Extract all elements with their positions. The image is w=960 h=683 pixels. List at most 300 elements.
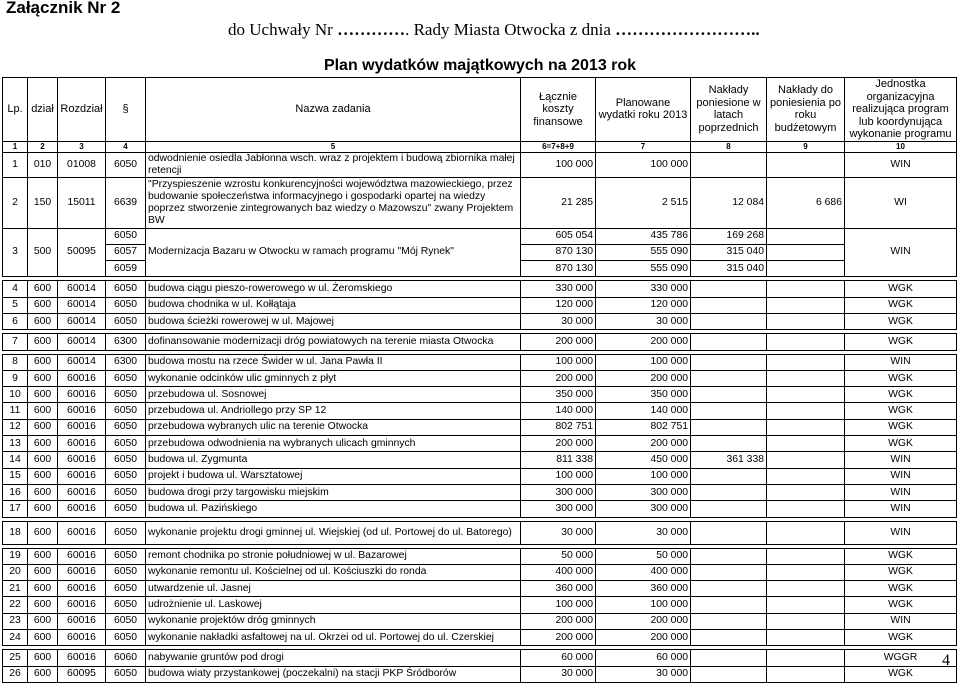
dzial-cell: 600 xyxy=(28,436,58,452)
previous-cell xyxy=(691,281,767,297)
future-cell: 6 686 xyxy=(767,177,845,228)
planned-cell: 100 000 xyxy=(596,597,691,613)
lp-cell: 4 xyxy=(3,281,28,297)
previous-cell xyxy=(691,650,767,666)
future-cell xyxy=(767,484,845,500)
name-cell: utwardzenie ul. Jasnej xyxy=(146,581,521,597)
table-row xyxy=(3,630,957,646)
future-cell xyxy=(767,152,845,177)
future-cell xyxy=(767,281,845,297)
total-cell: 200 000 xyxy=(521,613,596,629)
table-row xyxy=(3,436,957,452)
col-number: 3 xyxy=(58,141,106,152)
total-cell: 120 000 xyxy=(521,297,596,313)
previous-cell xyxy=(691,370,767,386)
dzial-cell: 150 xyxy=(28,177,58,228)
lp-cell: 1 xyxy=(3,152,28,177)
previous-cell xyxy=(691,313,767,329)
future-cell xyxy=(767,419,845,435)
previous-cell xyxy=(691,334,767,350)
name-cell: przebudowa wybranych ulic na terenie Otwocka xyxy=(146,419,521,435)
unit-cell: WGK xyxy=(845,597,957,613)
par-cell: 6050 xyxy=(106,228,146,244)
total-cell: 350 000 xyxy=(521,387,596,403)
planned-cell: 200 000 xyxy=(596,630,691,646)
planned-cell: 200 000 xyxy=(596,370,691,386)
lp-cell: 14 xyxy=(3,452,28,468)
dzial-cell: 600 xyxy=(28,521,58,544)
future-cell xyxy=(767,436,845,452)
name-cell: budowa chodnika w ul. Kołłątaja xyxy=(146,297,521,313)
page-title: Plan wydatków majątkowych na 2013 rok xyxy=(323,57,637,74)
future-cell xyxy=(767,297,845,313)
previous-cell xyxy=(691,666,767,682)
lp-cell: 22 xyxy=(3,597,28,613)
planned-cell: 450 000 xyxy=(596,452,691,468)
planned-cell: 435 786 xyxy=(596,228,691,244)
previous-cell xyxy=(691,387,767,403)
planned-cell: 300 000 xyxy=(596,501,691,517)
table-row xyxy=(3,650,957,666)
planned-cell: 200 000 xyxy=(596,436,691,452)
dzial-cell: 600 xyxy=(28,403,58,419)
planned-cell: 100 000 xyxy=(596,354,691,370)
dzial-cell: 600 xyxy=(28,297,58,313)
rozdzial-cell: 60095 xyxy=(58,666,106,682)
dzial-cell: 600 xyxy=(28,484,58,500)
previous-cell xyxy=(691,548,767,564)
planned-cell: 200 000 xyxy=(596,613,691,629)
table-body xyxy=(3,152,957,682)
name-cell: udrożnienie ul. Laskowej xyxy=(146,597,521,613)
planned-cell: 100 000 xyxy=(596,152,691,177)
table-row xyxy=(3,548,957,564)
unit-cell: WIN xyxy=(845,452,957,468)
lp-cell: 12 xyxy=(3,419,28,435)
par-cell: 6050 xyxy=(106,564,146,580)
col-rozdzial: Rozdział xyxy=(58,78,106,142)
par-cell: 6300 xyxy=(106,354,146,370)
par-cell: 6050 xyxy=(106,436,146,452)
total-cell: 100 000 xyxy=(521,597,596,613)
par-cell: 6050 xyxy=(106,452,146,468)
unit-cell: WIN xyxy=(845,354,957,370)
unit-cell: WI xyxy=(845,177,957,228)
dzial-cell: 600 xyxy=(28,281,58,297)
name-cell: wykonanie odcinków ulic gminnych z płyt xyxy=(146,370,521,386)
dzial-cell: 600 xyxy=(28,354,58,370)
name-cell: budowa ul. Zygmunta xyxy=(146,452,521,468)
table-row xyxy=(3,468,957,484)
table-row xyxy=(3,613,957,629)
col-unit: Jednostka organizacyjna realizująca program lub koordynująca wykonanie programu xyxy=(845,78,957,142)
table-row xyxy=(3,597,957,613)
unit-cell: WGGR xyxy=(845,650,957,666)
name-cell: "Przyspieszenie wzrostu konkurencyjności województwa mazowieckiego, przez budowanie społeczeństwa informacyjnego i gospodarki opartej na wiedzy poprzez stworzenie zintegrowanych baz wiedzy o Mazowszu" zwany Projektem BW xyxy=(146,177,521,228)
unit-cell: WGK xyxy=(845,666,957,682)
resolution-prefix: do Uchwały Nr xyxy=(228,20,338,39)
total-cell: 811 338 xyxy=(521,452,596,468)
rozdzial-cell: 60016 xyxy=(58,419,106,435)
planned-cell: 555 090 xyxy=(596,261,691,277)
table-row xyxy=(3,452,957,468)
total-cell: 140 000 xyxy=(521,403,596,419)
future-cell xyxy=(767,403,845,419)
total-cell: 330 000 xyxy=(521,281,596,297)
planned-cell: 30 000 xyxy=(596,666,691,682)
total-cell: 30 000 xyxy=(521,313,596,329)
col-dzial: dział xyxy=(28,78,58,142)
total-cell: 21 285 xyxy=(521,177,596,228)
total-cell: 100 000 xyxy=(521,468,596,484)
total-cell: 200 000 xyxy=(521,334,596,350)
total-cell: 200 000 xyxy=(521,630,596,646)
par-cell: 6300 xyxy=(106,334,146,350)
par-cell: 6050 xyxy=(106,521,146,544)
future-cell xyxy=(767,228,845,244)
table-row xyxy=(3,521,957,544)
page-number: 4 xyxy=(942,652,950,669)
unit-cell: WIN xyxy=(845,521,957,544)
rozdzial-cell: 60016 xyxy=(58,597,106,613)
table-row xyxy=(3,419,957,435)
col-number: 5 xyxy=(146,141,521,152)
table-row xyxy=(3,484,957,500)
planned-cell: 120 000 xyxy=(596,297,691,313)
rozdzial-cell: 60016 xyxy=(58,468,106,484)
name-cell: remont chodnika po stronie południowej w ul. Bazarowej xyxy=(146,548,521,564)
lp-cell: 15 xyxy=(3,468,28,484)
name-cell: przebudowa ul. Sosnowej xyxy=(146,387,521,403)
dzial-cell: 600 xyxy=(28,334,58,350)
unit-cell: WGK xyxy=(845,387,957,403)
name-cell: budowa ciągu pieszo-rowerowego w ul. Żeromskiego xyxy=(146,281,521,297)
dzial-cell: 500 xyxy=(28,228,58,277)
col-name: Nazwa zadania xyxy=(146,78,521,142)
planned-cell: 2 515 xyxy=(596,177,691,228)
previous-cell xyxy=(691,521,767,544)
total-cell: 802 751 xyxy=(521,419,596,435)
previous-cell xyxy=(691,297,767,313)
previous-cell xyxy=(691,630,767,646)
planned-cell: 140 000 xyxy=(596,403,691,419)
planned-cell: 360 000 xyxy=(596,581,691,597)
previous-cell xyxy=(691,468,767,484)
unit-cell: WGK xyxy=(845,334,957,350)
dzial-cell: 600 xyxy=(28,597,58,613)
table-row xyxy=(3,501,957,517)
lp-cell: 16 xyxy=(3,484,28,500)
rozdzial-cell: 60016 xyxy=(58,452,106,468)
future-cell xyxy=(767,564,845,580)
previous-cell xyxy=(691,436,767,452)
rozdzial-cell: 60016 xyxy=(58,484,106,500)
dzial-cell: 600 xyxy=(28,666,58,682)
table-row xyxy=(3,228,957,244)
future-cell xyxy=(767,597,845,613)
future-cell xyxy=(767,501,845,517)
rozdzial-cell: 60016 xyxy=(58,370,106,386)
total-cell: 30 000 xyxy=(521,521,596,544)
planned-cell: 100 000 xyxy=(596,468,691,484)
name-cell: budowa wiaty przystankowej (poczekalni) na stacji PKP Śródborów xyxy=(146,666,521,682)
previous-cell xyxy=(691,354,767,370)
dzial-cell: 600 xyxy=(28,452,58,468)
col-planned: Planowane wydatki roku 2013 xyxy=(596,78,691,142)
table-row xyxy=(3,354,957,370)
par-cell: 6050 xyxy=(106,403,146,419)
name-cell: budowa ścieżki rowerowej w ul. Majowej xyxy=(146,313,521,329)
previous-cell xyxy=(691,403,767,419)
lp-cell: 8 xyxy=(3,354,28,370)
unit-cell: WGK xyxy=(845,313,957,329)
dzial-cell: 600 xyxy=(28,564,58,580)
unit-cell: WGK xyxy=(845,297,957,313)
unit-cell: WIN xyxy=(845,501,957,517)
dzial-cell: 600 xyxy=(28,419,58,435)
name-cell: przebudowa ul. Andriollego przy SP 12 xyxy=(146,403,521,419)
rozdzial-cell: 01008 xyxy=(58,152,106,177)
col-number: 4 xyxy=(106,141,146,152)
table-row xyxy=(3,313,957,329)
rozdzial-cell: 60016 xyxy=(58,581,106,597)
future-cell xyxy=(767,387,845,403)
table-row xyxy=(3,387,957,403)
name-cell: wykonanie projektów dróg gminnych xyxy=(146,613,521,629)
expenditure-table xyxy=(2,77,957,683)
lp-cell: 21 xyxy=(3,581,28,597)
rozdzial-cell: 60016 xyxy=(58,403,106,419)
par-cell: 6050 xyxy=(106,501,146,517)
lp-cell: 2 xyxy=(3,177,28,228)
future-cell xyxy=(767,521,845,544)
total-cell: 100 000 xyxy=(521,354,596,370)
previous-cell xyxy=(691,564,767,580)
total-cell: 300 000 xyxy=(521,501,596,517)
resolution-middle: . Rady Miasta Otwocka z dnia xyxy=(405,20,616,39)
name-cell: wykonanie projektu drogi gminnej ul. Wiejskiej (od ul. Portowej do ul. Batorego) xyxy=(146,521,521,544)
total-cell: 200 000 xyxy=(521,370,596,386)
previous-cell: 12 084 xyxy=(691,177,767,228)
future-cell xyxy=(767,370,845,386)
lp-cell: 26 xyxy=(3,666,28,682)
planned-cell: 802 751 xyxy=(596,419,691,435)
col-total: Łącznie koszty finansowe xyxy=(521,78,596,142)
resolution-date-dots: …………………….. xyxy=(615,20,760,39)
planned-cell: 30 000 xyxy=(596,521,691,544)
planned-cell: 400 000 xyxy=(596,564,691,580)
rozdzial-cell: 60016 xyxy=(58,613,106,629)
rozdzial-cell: 60014 xyxy=(58,281,106,297)
total-cell: 100 000 xyxy=(521,152,596,177)
unit-cell: WGK xyxy=(845,281,957,297)
par-cell: 6050 xyxy=(106,548,146,564)
lp-cell: 6 xyxy=(3,313,28,329)
col-number: 7 xyxy=(596,141,691,152)
future-cell xyxy=(767,630,845,646)
par-cell: 6050 xyxy=(106,484,146,500)
rozdzial-cell: 50095 xyxy=(58,228,106,277)
total-cell: 50 000 xyxy=(521,548,596,564)
total-cell: 60 000 xyxy=(521,650,596,666)
lp-cell: 5 xyxy=(3,297,28,313)
table-row xyxy=(3,177,957,228)
lp-cell: 3 xyxy=(3,228,28,277)
unit-cell: WIN xyxy=(845,468,957,484)
lp-cell: 20 xyxy=(3,564,28,580)
dzial-cell: 600 xyxy=(28,650,58,666)
lp-cell: 10 xyxy=(3,387,28,403)
total-cell: 30 000 xyxy=(521,666,596,682)
previous-cell: 169 268 xyxy=(691,228,767,244)
rozdzial-cell: 60016 xyxy=(58,436,106,452)
rozdzial-cell: 60016 xyxy=(58,650,106,666)
rozdzial-cell: 60014 xyxy=(58,334,106,350)
lp-cell: 7 xyxy=(3,334,28,350)
par-cell: 6059 xyxy=(106,261,146,277)
dzial-cell: 600 xyxy=(28,387,58,403)
lp-cell: 11 xyxy=(3,403,28,419)
par-cell: 6639 xyxy=(106,177,146,228)
unit-cell: WGK xyxy=(845,630,957,646)
lp-cell: 24 xyxy=(3,630,28,646)
unit-cell: WGK xyxy=(845,370,957,386)
lp-cell: 18 xyxy=(3,521,28,544)
name-cell: Modernizacja Bazaru w Otwocku w ramach programu "Mój Rynek" xyxy=(146,228,521,277)
lp-cell: 19 xyxy=(3,548,28,564)
planned-cell: 555 090 xyxy=(596,244,691,260)
attachment-label: Załącznik Nr 2 xyxy=(6,0,121,17)
rozdzial-cell: 60016 xyxy=(58,548,106,564)
par-cell: 6050 xyxy=(106,581,146,597)
table-row xyxy=(3,666,957,682)
dzial-cell: 600 xyxy=(28,613,58,629)
future-cell xyxy=(767,244,845,260)
unit-cell: WIN xyxy=(845,228,957,277)
rozdzial-cell: 60016 xyxy=(58,387,106,403)
future-cell xyxy=(767,666,845,682)
par-cell: 6057 xyxy=(106,244,146,260)
rozdzial-cell: 60016 xyxy=(58,501,106,517)
name-cell: budowa ul. Pazińskiego xyxy=(146,501,521,517)
par-cell: 6050 xyxy=(106,152,146,177)
dzial-cell: 600 xyxy=(28,468,58,484)
col-number: 6=7+8+9 xyxy=(521,141,596,152)
previous-cell: 361 338 xyxy=(691,452,767,468)
par-cell: 6060 xyxy=(106,650,146,666)
name-cell: dofinansowanie modernizacji dróg powiatowych na terenie miasta Otwocka xyxy=(146,334,521,350)
lp-cell: 9 xyxy=(3,370,28,386)
unit-cell: WIN xyxy=(845,484,957,500)
previous-cell: 315 040 xyxy=(691,244,767,260)
rozdzial-cell: 15011 xyxy=(58,177,106,228)
planned-cell: 300 000 xyxy=(596,484,691,500)
par-cell: 6050 xyxy=(106,297,146,313)
lp-cell: 25 xyxy=(3,650,28,666)
rozdzial-cell: 60016 xyxy=(58,521,106,544)
par-cell: 6050 xyxy=(106,419,146,435)
col-number: 2 xyxy=(28,141,58,152)
name-cell: projekt i budowa ul. Warsztatowej xyxy=(146,468,521,484)
col-previous: Nakłady poniesione w latach poprzednich xyxy=(691,78,767,142)
par-cell: 6050 xyxy=(106,370,146,386)
par-cell: 6050 xyxy=(106,630,146,646)
total-cell: 870 130 xyxy=(521,261,596,277)
future-cell xyxy=(767,261,845,277)
table-row xyxy=(3,370,957,386)
dzial-cell: 600 xyxy=(28,370,58,386)
future-cell xyxy=(767,313,845,329)
table-row xyxy=(3,297,957,313)
lp-cell: 17 xyxy=(3,501,28,517)
col-number: 1 xyxy=(3,141,28,152)
name-cell: odwodnienie osiedla Jabłonna wsch. wraz z projektem i budową zbiornika małej retencji xyxy=(146,152,521,177)
table-row xyxy=(3,334,957,350)
rozdzial-cell: 60014 xyxy=(58,354,106,370)
name-cell: wykonanie remontu ul. Kościelnej od ul. Kościuszki do ronda xyxy=(146,564,521,580)
future-cell xyxy=(767,354,845,370)
par-cell: 6050 xyxy=(106,597,146,613)
lp-cell: 13 xyxy=(3,436,28,452)
table-row xyxy=(3,152,957,177)
rozdzial-cell: 60014 xyxy=(58,297,106,313)
header-row xyxy=(3,78,957,142)
future-cell xyxy=(767,468,845,484)
par-cell: 6050 xyxy=(106,387,146,403)
previous-cell xyxy=(691,501,767,517)
col-paragraph: § xyxy=(106,78,146,142)
par-cell: 6050 xyxy=(106,313,146,329)
column-number-row xyxy=(3,141,957,152)
previous-cell xyxy=(691,597,767,613)
future-cell xyxy=(767,613,845,629)
dzial-cell: 010 xyxy=(28,152,58,177)
rozdzial-cell: 60016 xyxy=(58,630,106,646)
dzial-cell: 600 xyxy=(28,630,58,646)
total-cell: 400 000 xyxy=(521,564,596,580)
unit-cell: WGK xyxy=(845,548,957,564)
col-number: 8 xyxy=(691,141,767,152)
previous-cell xyxy=(691,581,767,597)
future-cell xyxy=(767,548,845,564)
planned-cell: 60 000 xyxy=(596,650,691,666)
col-number: 10 xyxy=(845,141,957,152)
previous-cell xyxy=(691,484,767,500)
total-cell: 200 000 xyxy=(521,436,596,452)
previous-cell xyxy=(691,613,767,629)
future-cell xyxy=(767,452,845,468)
rozdzial-cell: 60014 xyxy=(58,313,106,329)
col-future: Nakłady do poniesienia po roku budżetowym xyxy=(767,78,845,142)
planned-cell: 50 000 xyxy=(596,548,691,564)
planned-cell: 200 000 xyxy=(596,334,691,350)
planned-cell: 330 000 xyxy=(596,281,691,297)
total-cell: 360 000 xyxy=(521,581,596,597)
par-cell: 6050 xyxy=(106,281,146,297)
resolution-number-dots: ………… xyxy=(337,20,406,39)
par-cell: 6050 xyxy=(106,468,146,484)
par-cell: 6050 xyxy=(106,613,146,629)
unit-cell: WGK xyxy=(845,403,957,419)
col-lp: Lp. xyxy=(3,78,28,142)
name-cell: przebudowa odwodnienia na wybranych ulicach gminnych xyxy=(146,436,521,452)
dzial-cell: 600 xyxy=(28,313,58,329)
rozdzial-cell: 60016 xyxy=(58,564,106,580)
future-cell xyxy=(767,334,845,350)
previous-cell: 315 040 xyxy=(691,261,767,277)
name-cell: budowa drogi przy targowisku miejskim xyxy=(146,484,521,500)
col-number: 9 xyxy=(767,141,845,152)
